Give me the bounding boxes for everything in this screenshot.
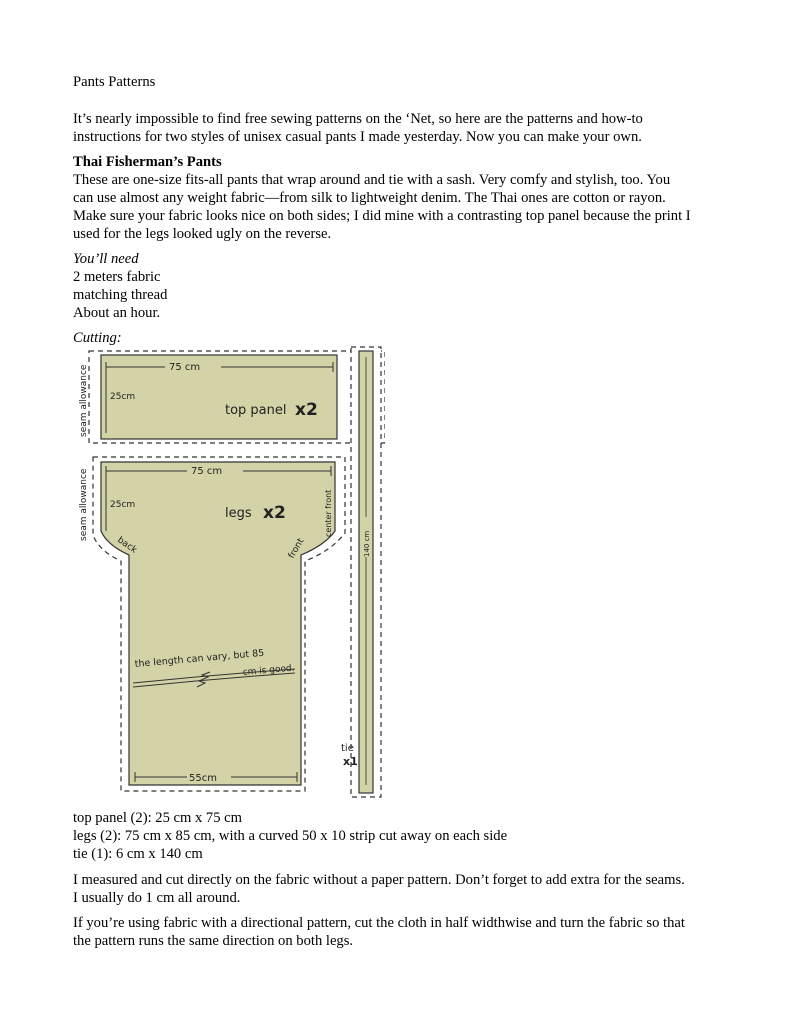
- legs-width-label: 75 cm: [191, 466, 223, 477]
- section-heading: Thai Fisherman’s Pants: [73, 154, 222, 170]
- measured-line: I measured and cut directly on the fabric without a paper pattern. Don’t forget to add extra for the seams.: [73, 872, 685, 888]
- measured-line: I usually do 1 cm all around.: [73, 890, 241, 906]
- you-need-item: About an hour.: [73, 305, 161, 321]
- back-label: back: [115, 535, 139, 556]
- directional-paragraph: [73, 914, 733, 950]
- description-line: can use almost any weight fabric—from silk to lightweight denim. The Thai ones are cotton or rayon.: [73, 190, 666, 206]
- center-front-label: center front: [324, 489, 333, 537]
- description-line: used for the legs looked ugly on the reverse.: [73, 226, 332, 242]
- you-need-item: matching thread: [73, 287, 168, 303]
- top-panel-piece: [79, 351, 385, 443]
- legs-count: x2: [263, 503, 286, 523]
- legs-piece: [79, 457, 345, 791]
- legs-height-label: 25cm: [110, 500, 136, 510]
- description-line: Make sure your fabric looks nice on both sides; I did mine with a contrasting top panel because the print I: [73, 208, 691, 224]
- spec-line: top panel (2): 25 cm x 75 cm: [73, 810, 243, 826]
- intro-line: instructions for two styles of unisex casual pants I made yesterday. Now you can make your own.: [73, 129, 642, 145]
- tie-count: x1: [343, 755, 358, 768]
- top-panel-name: top panel: [225, 403, 287, 418]
- legs-bottom-label: 55cm: [189, 773, 217, 784]
- intro-paragraph: [73, 110, 733, 146]
- length-note-line2: cm is good.: [242, 663, 296, 678]
- top-panel-seam-label: seam allowance: [79, 364, 89, 437]
- top-panel-count: x2: [295, 400, 318, 420]
- spec-line: tie (1): 6 cm x 140 cm: [73, 846, 203, 862]
- measured-paragraph: [73, 871, 733, 907]
- front-label: front: [286, 536, 307, 561]
- you-need-list: [73, 268, 733, 322]
- legs-name: legs: [225, 506, 252, 521]
- cutting-heading: Cutting:: [73, 330, 122, 346]
- legs-fabric: [101, 462, 335, 785]
- intro-line: It’s nearly impossible to find free sewing patterns on the ‘Net, so here are the patterns and how-to: [73, 111, 643, 127]
- description-line: These are one-size fits-all pants that wrap around and tie with a sash. Very comfy and stylish, too. You: [73, 172, 671, 188]
- directional-line: If you’re using fabric with a directional pattern, cut the cloth in half widthwise and turn the fabric so that: [73, 915, 685, 931]
- length-note-line1: the length can vary, but 85: [134, 647, 265, 670]
- you-need-item: 2 meters fabric: [73, 269, 161, 285]
- top-panel-width-label: 75 cm: [169, 362, 201, 373]
- page-title: Pants Patterns: [73, 74, 156, 90]
- tie-name: tie: [341, 743, 354, 754]
- pattern-diagram: [73, 345, 385, 801]
- you-need-heading: You’ll need: [73, 251, 139, 267]
- directional-line: the pattern runs the same direction on both legs.: [73, 933, 354, 949]
- legs-seam-label: seam allowance: [79, 468, 89, 541]
- spec-line: legs (2): 75 cm x 85 cm, with a curved 50 x 10 strip cut away on each side: [73, 828, 508, 844]
- tie-length-label: 140 cm: [363, 530, 371, 557]
- top-panel-height-label: 25cm: [110, 392, 136, 402]
- cutting-specs-list: [73, 809, 733, 863]
- section-description: [73, 171, 733, 243]
